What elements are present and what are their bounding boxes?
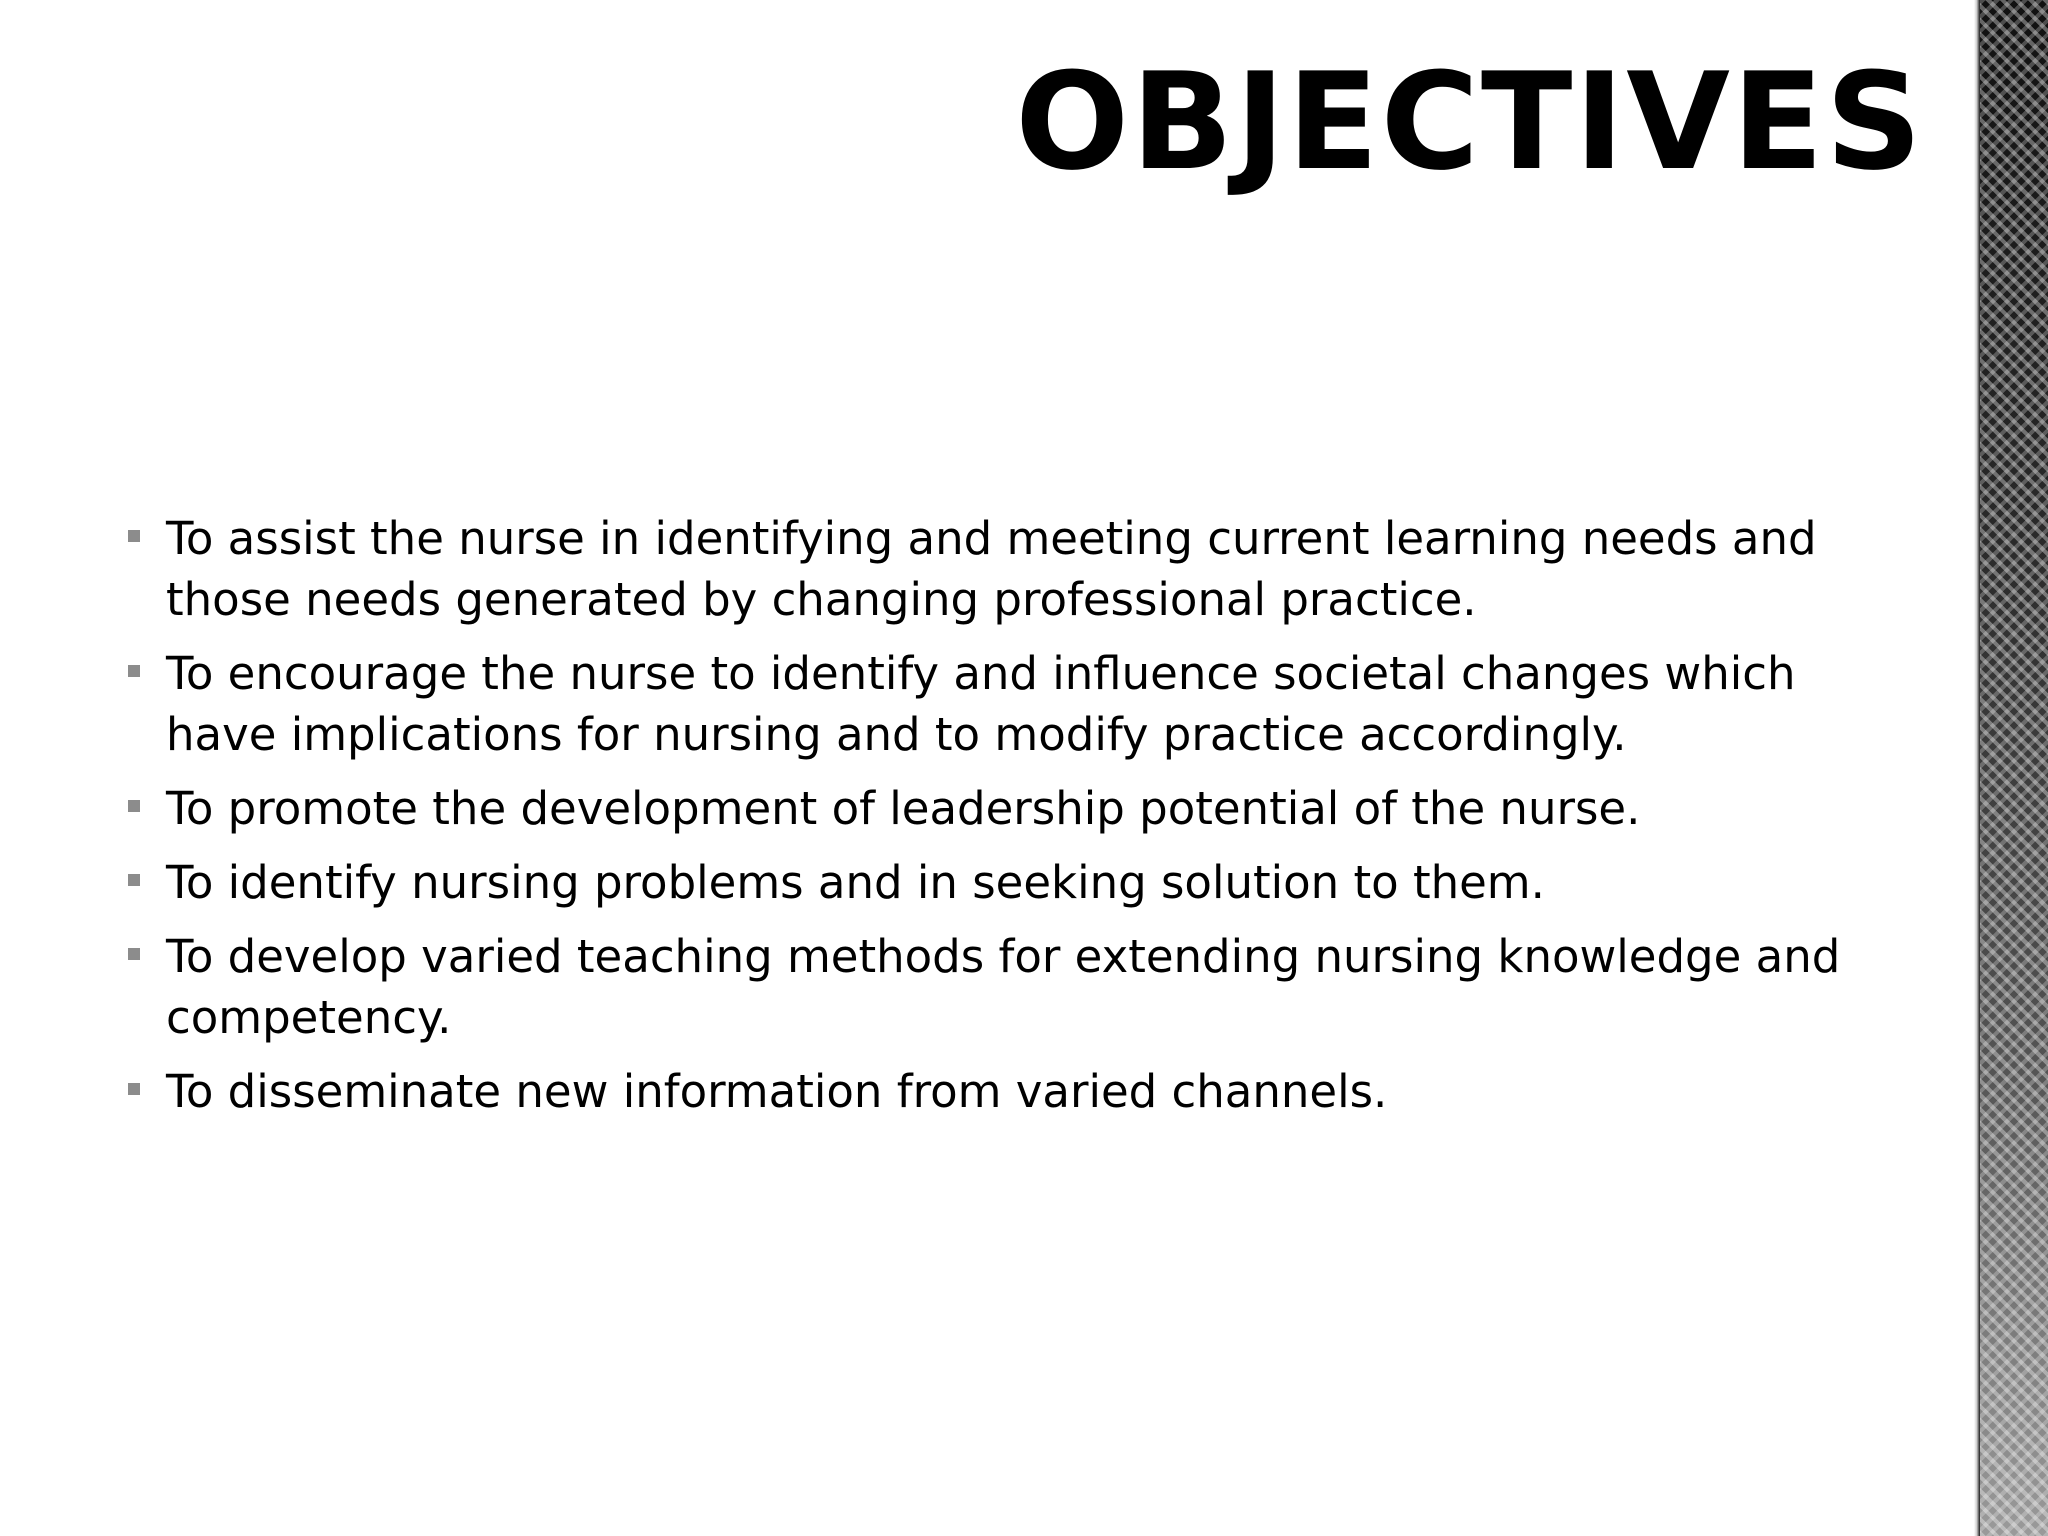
square-bullet-icon xyxy=(128,948,140,960)
list-item-text: To disseminate new information from varied channels. xyxy=(166,1065,1388,1118)
square-bullet-icon xyxy=(128,874,140,886)
objectives-list xyxy=(126,508,1916,1135)
square-bullet-icon xyxy=(128,800,140,812)
list-item-text: To assist the nurse in identifying and meeting current learning needs and those needs generated by changing professional practice. xyxy=(166,512,1817,626)
list-item-text: To encourage the nurse to identify and influence societal changes which have implications for nursing and to modify practice accordingly. xyxy=(166,647,1796,761)
list-item xyxy=(126,643,1916,765)
list-item xyxy=(126,1061,1916,1122)
list-item xyxy=(126,508,1916,630)
square-bullet-icon xyxy=(128,665,140,677)
list-item xyxy=(126,778,1916,839)
slide-title: OBJECTIVES xyxy=(1015,44,1924,200)
square-bullet-icon xyxy=(128,1083,140,1095)
list-item-text: To develop varied teaching methods for extending nursing knowledge and competency. xyxy=(166,930,1841,1044)
list-item-text: To promote the development of leadership potential of the nurse. xyxy=(166,782,1641,835)
square-bullet-icon xyxy=(128,530,140,542)
list-item-text: To identify nursing problems and in seeking solution to them. xyxy=(166,856,1545,909)
list-item xyxy=(126,852,1916,913)
list-item xyxy=(126,926,1916,1048)
decorative-edge-strip xyxy=(1980,0,2048,1536)
